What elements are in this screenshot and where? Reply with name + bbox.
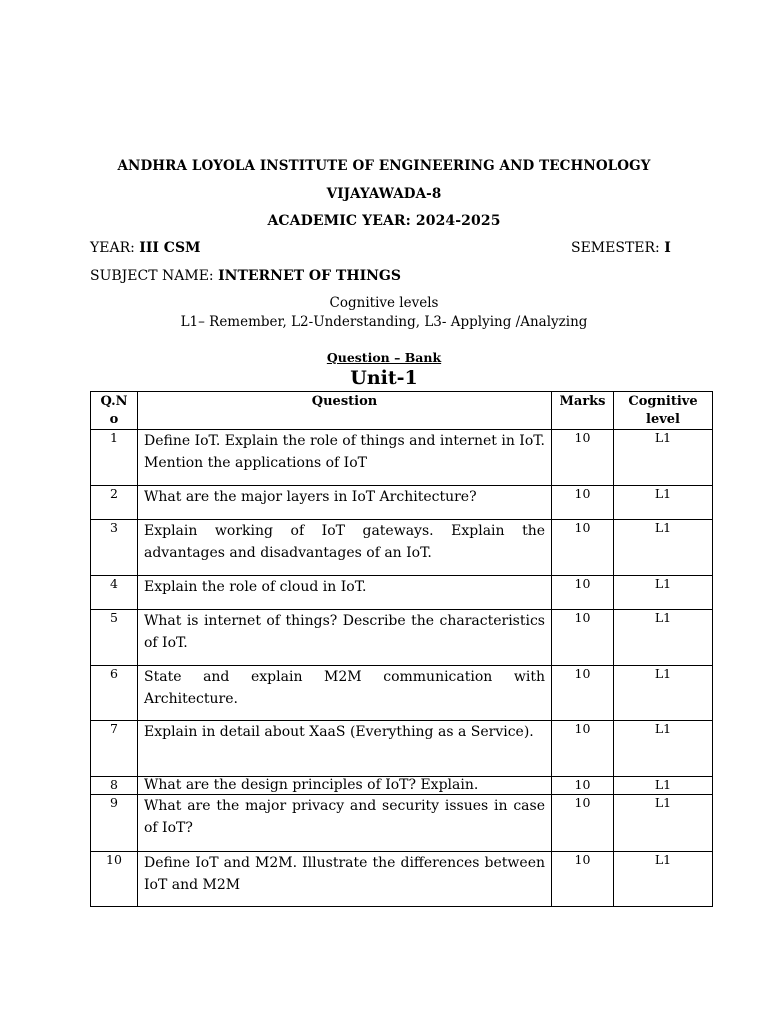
year-label: YEAR: [90, 240, 140, 256]
question-text: Define IoT and M2M. Illustrate the differences between IoT and M2M [138, 852, 552, 907]
subject-label: SUBJECT NAME: [90, 268, 219, 284]
question-level: L1 [614, 520, 713, 576]
question-number: 7 [91, 721, 138, 777]
question-text: Define IoT. Explain the role of things and internet in IoT. Mention the applications of IoT [138, 430, 552, 486]
cognitive-levels-list: L1– Remember, L2-Understanding, L3- Applying /Analyzing [180, 314, 588, 330]
semester-label: SEMESTER: [571, 240, 665, 256]
question-text: What are the major privacy and security issues in case of IoT? [138, 795, 552, 852]
question-marks: 10 [552, 666, 614, 721]
year-value: III CSM [139, 240, 201, 256]
question-level: L1 [614, 486, 713, 520]
question-number: 6 [91, 666, 138, 721]
question-text: Explain in detail about XaaS (Everything as a Service). [138, 721, 552, 777]
question-level: L1 [614, 610, 713, 666]
year-field [90, 240, 201, 256]
header-qno: Q.N o [91, 392, 138, 430]
question-marks: 10 [552, 576, 614, 610]
question-number: 4 [91, 576, 138, 610]
institute-name: ANDHRA LOYOLA INSTITUTE OF ENGINEERING AND TECHNOLOGY [117, 158, 651, 174]
table-row [91, 795, 713, 852]
question-text: What are the major layers in IoT Architecture? [138, 486, 552, 520]
cognitive-levels-title: Cognitive levels [329, 295, 439, 311]
question-marks: 10 [552, 520, 614, 576]
question-marks: 10 [552, 610, 614, 666]
table-row [91, 721, 713, 777]
question-marks: 10 [552, 430, 614, 486]
question-level: L1 [614, 852, 713, 907]
question-number: 2 [91, 486, 138, 520]
question-marks: 10 [552, 721, 614, 777]
question-text: Explain working of IoT gateways. Explain the advantages and disadvantages of an IoT. [138, 520, 552, 576]
question-bank-title: Question – Bank [326, 350, 442, 365]
question-number: 3 [91, 520, 138, 576]
question-marks: 10 [552, 795, 614, 852]
question-table [90, 391, 713, 907]
table-row [91, 430, 713, 486]
question-number: 9 [91, 795, 138, 852]
semester-field [571, 240, 671, 256]
table-header-row [91, 392, 713, 430]
question-level: L1 [614, 795, 713, 852]
question-number: 10 [91, 852, 138, 907]
header-marks: Marks [552, 392, 614, 430]
semester-value: I [664, 240, 671, 256]
table-row [91, 852, 713, 907]
question-text: State and explain M2M communication with Architecture. [138, 666, 552, 721]
question-text: What are the design principles of IoT? Explain. [138, 777, 552, 795]
question-number: 8 [91, 777, 138, 795]
institute-city: VIJAYAWADA-8 [326, 186, 442, 202]
table-row [91, 520, 713, 576]
question-number: 5 [91, 610, 138, 666]
academic-year: ACADEMIC YEAR: 2024-2025 [267, 213, 501, 229]
question-marks: 10 [552, 852, 614, 907]
question-level: L1 [614, 721, 713, 777]
question-number: 1 [91, 430, 138, 486]
question-level: L1 [614, 430, 713, 486]
table-row [91, 486, 713, 520]
table-row [91, 666, 713, 721]
table-row [91, 777, 713, 795]
question-marks: 10 [552, 486, 614, 520]
header-question: Question [138, 392, 552, 430]
subject-field [90, 268, 401, 284]
header-cognitive-level: Cognitive level [614, 392, 713, 430]
unit-title: Unit-1 [350, 367, 418, 389]
question-level: L1 [614, 576, 713, 610]
table-row [91, 610, 713, 666]
question-text: What is internet of things? Describe the characteristics of IoT. [138, 610, 552, 666]
question-marks: 10 [552, 777, 614, 795]
question-text: Explain the role of cloud in IoT. [138, 576, 552, 610]
question-level: L1 [614, 666, 713, 721]
subject-value: INTERNET OF THINGS [218, 268, 401, 284]
table-row [91, 576, 713, 610]
question-level: L1 [614, 777, 713, 795]
